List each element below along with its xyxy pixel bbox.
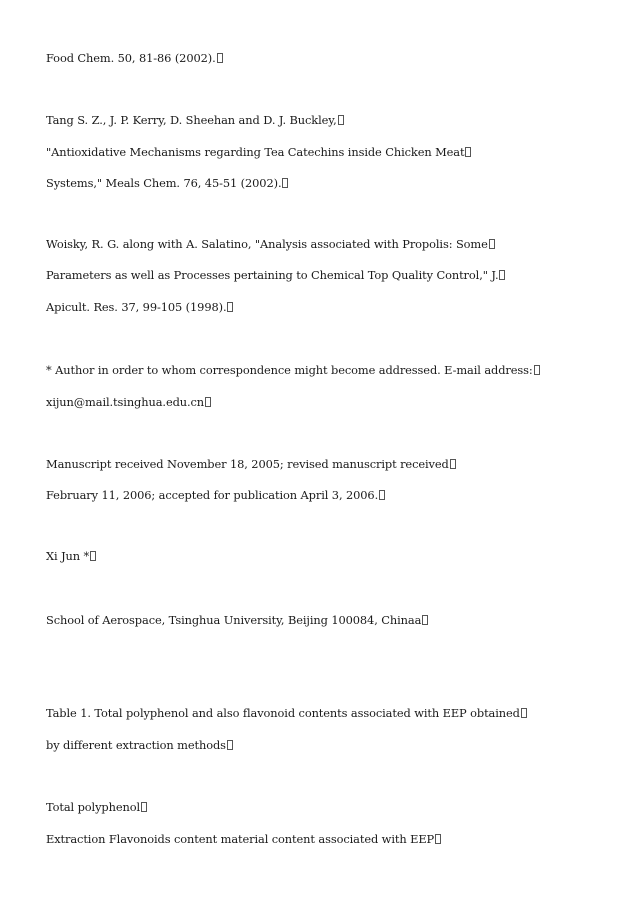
line-text: Woisky, R. G. along with A. Salatino, "Analysis associated with Propolis: Some [46, 237, 488, 251]
text-line [46, 51, 223, 65]
table-header [46, 832, 441, 846]
paragraph-mark-icon [141, 802, 147, 812]
line-text: Table 1. Total polyphenol and also flavonoid contents associated with EEP obtained [46, 706, 520, 720]
table-caption [46, 706, 527, 720]
table-header [46, 800, 147, 814]
text-line [46, 176, 288, 190]
paragraph-mark-icon [422, 615, 428, 625]
line-text: Parameters as well as Processes pertaining to Chemical Top Quality Control," J. [46, 268, 499, 282]
author-name [46, 549, 96, 563]
paragraph-mark-icon [227, 740, 233, 750]
text-line [46, 113, 344, 127]
text-line [46, 488, 385, 502]
line-text: Food Chem. 50, 81-86 (2002). [46, 51, 216, 65]
line-text: Extraction Flavonoids content material content associated with EEP [46, 832, 435, 846]
paragraph-mark-icon [450, 459, 456, 469]
text-line [46, 363, 540, 377]
paragraph-mark-icon [282, 178, 288, 188]
paragraph-mark-icon [379, 490, 385, 500]
line-text: Manuscript received November 18, 2005; revised manuscript received [46, 457, 449, 471]
text-line [46, 300, 233, 314]
line-text: February 11, 2006; accepted for publication April 3, 2006. [46, 488, 379, 502]
line-text: xijun@mail.tsinghua.edu.cn [46, 395, 205, 409]
text-line [46, 237, 495, 251]
paragraph-mark-icon [217, 53, 223, 63]
paragraph-mark-icon [499, 270, 505, 280]
line-text: Tang S. Z., J. P. Kerry, D. Sheehan and D. J. Buckley, [46, 113, 337, 127]
paragraph-mark-icon [205, 397, 211, 407]
paragraph-mark-icon [465, 147, 471, 157]
line-text: Total polyphenol [46, 800, 141, 814]
line-text: School of Aerospace, Tsinghua University, Beijing 100084, Chinaa [46, 613, 422, 627]
text-line [46, 145, 471, 159]
paragraph-mark-icon [338, 115, 344, 125]
paragraph-mark-icon [435, 834, 441, 844]
text-line [46, 457, 456, 471]
line-text: by different extraction methods [46, 738, 226, 752]
text-line [46, 268, 505, 282]
paragraph-mark-icon [534, 365, 540, 375]
line-text: * Author in order to whom correspondence might become addressed. E-mail address: [46, 363, 533, 377]
paragraph-mark-icon [521, 708, 527, 718]
affiliation [46, 613, 428, 627]
table-caption [46, 738, 233, 752]
email-address [46, 395, 211, 409]
line-text: "Antioxidative Mechanisms regarding Tea Catechins inside Chicken Meat [46, 145, 465, 159]
line-text: Systems," Meals Chem. 76, 45-51 (2002). [46, 176, 282, 190]
paragraph-mark-icon [90, 551, 96, 561]
line-text: Apicult. Res. 37, 99-105 (1998). [46, 300, 227, 314]
paragraph-mark-icon [227, 302, 233, 312]
paragraph-mark-icon [489, 239, 495, 249]
line-text: Xi Jun * [46, 549, 90, 563]
